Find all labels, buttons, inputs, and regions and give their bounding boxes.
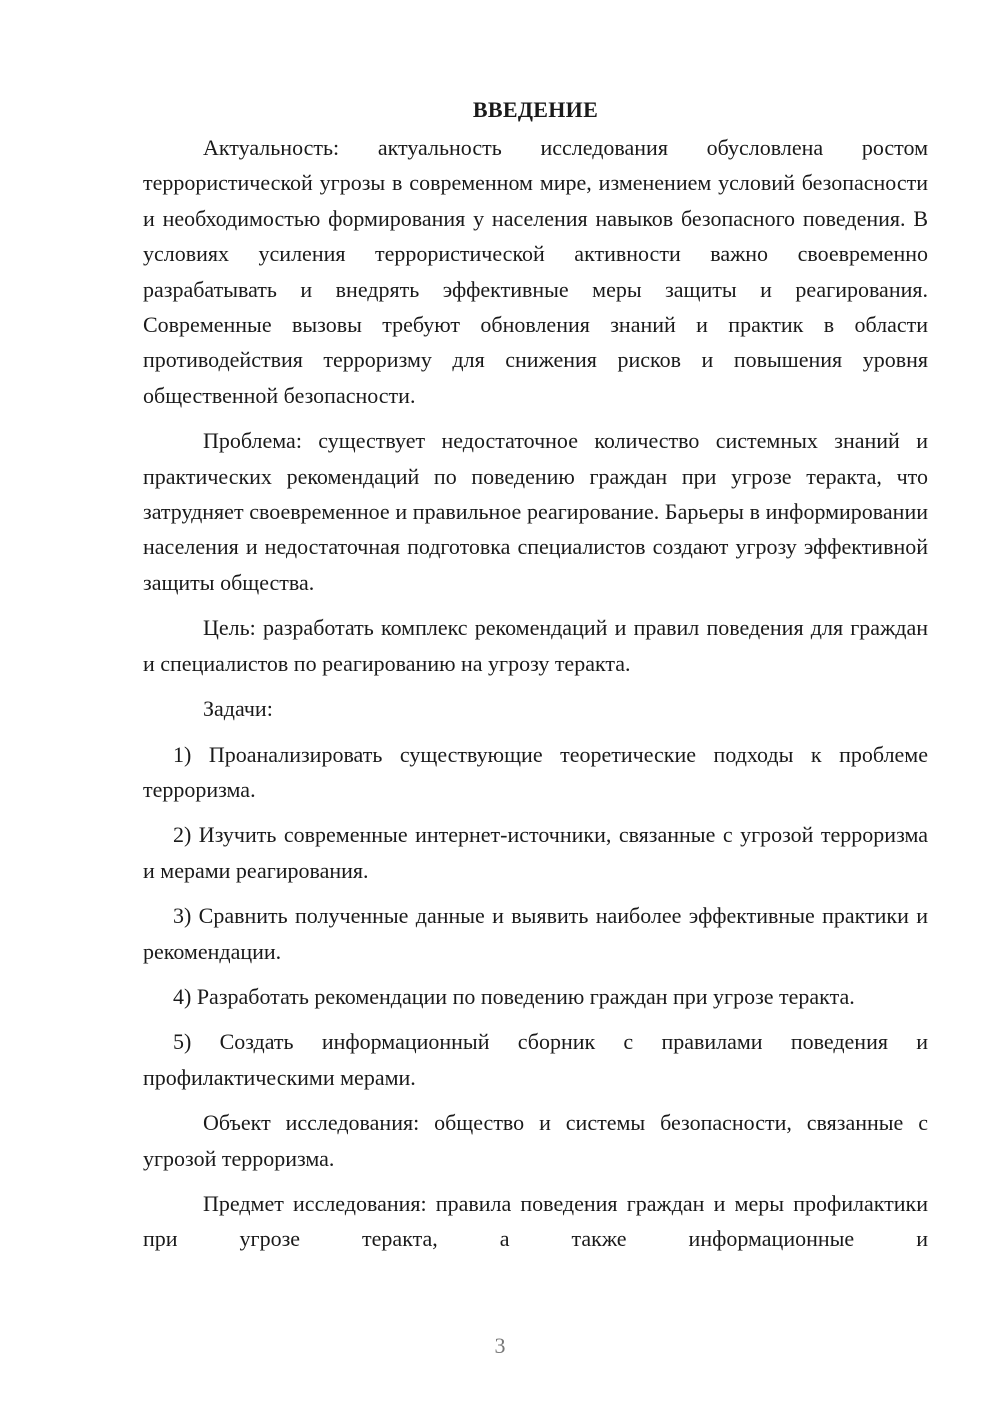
task-item-2: 2) Изучить современные интернет-источники, связанные с угрозой терроризма и мерами реагирования. xyxy=(143,822,928,883)
section-heading: ВВЕДЕНИЕ xyxy=(472,97,599,122)
paragraph-object: Объект исследования: общество и системы безопасности, связанные с угрозой терроризма. xyxy=(143,1110,928,1171)
paragraph-relevance: Актуальность: актуальность исследования обусловлена ростом террористической угрозы в современном мире, изменением условий безопасности и необходимостью формирования у населения навыков безопасного поведения. В условиях усиления террористической активности важно своевременно разрабатывать и внедрять эффективные меры защиты и реагирования. Современные вызовы требуют обновления знаний и практик в области противодействия терроризму для снижения рисков и повышения уровня общественной безопасности. xyxy=(143,135,928,408)
task-item-1: 1) Проанализировать существующие теоретические подходы к проблеме терроризма. xyxy=(143,741,928,802)
page-number: 3 xyxy=(494,1333,506,1358)
document-page xyxy=(143,92,928,1267)
task-item-3: 3) Сравнить полученные данные и выявить наиболее эффективные практики и рекомендации. xyxy=(143,903,928,964)
paragraph-subject: Предмет исследования: правила поведения граждан и меры профилактики при угрозе теракта, а также информационные и xyxy=(143,1190,928,1252)
paragraph-tasks-label: Задачи: xyxy=(203,696,273,722)
paragraph-problem: Проблема: существует недостаточное количество системных знаний и практических рекомендаций по поведению граждан при угрозе теракта, что затрудняет своевременное и правильное реагирование. Барьеры в информировании населения и недостаточная подготовка специалистов создают угрозу эффективной защиты общества. xyxy=(143,428,928,595)
task-item-5: 5) Создать информационный сборник с правилами поведения и профилактическими мерами. xyxy=(143,1029,928,1090)
paragraph-goal: Цель: разработать комплекс рекомендаций и правил поведения для граждан и специалистов по реагированию на угрозу теракта. xyxy=(143,615,928,676)
task-item-4: 4) Разработать рекомендации по поведению граждан при угрозе теракта. xyxy=(173,983,855,1009)
